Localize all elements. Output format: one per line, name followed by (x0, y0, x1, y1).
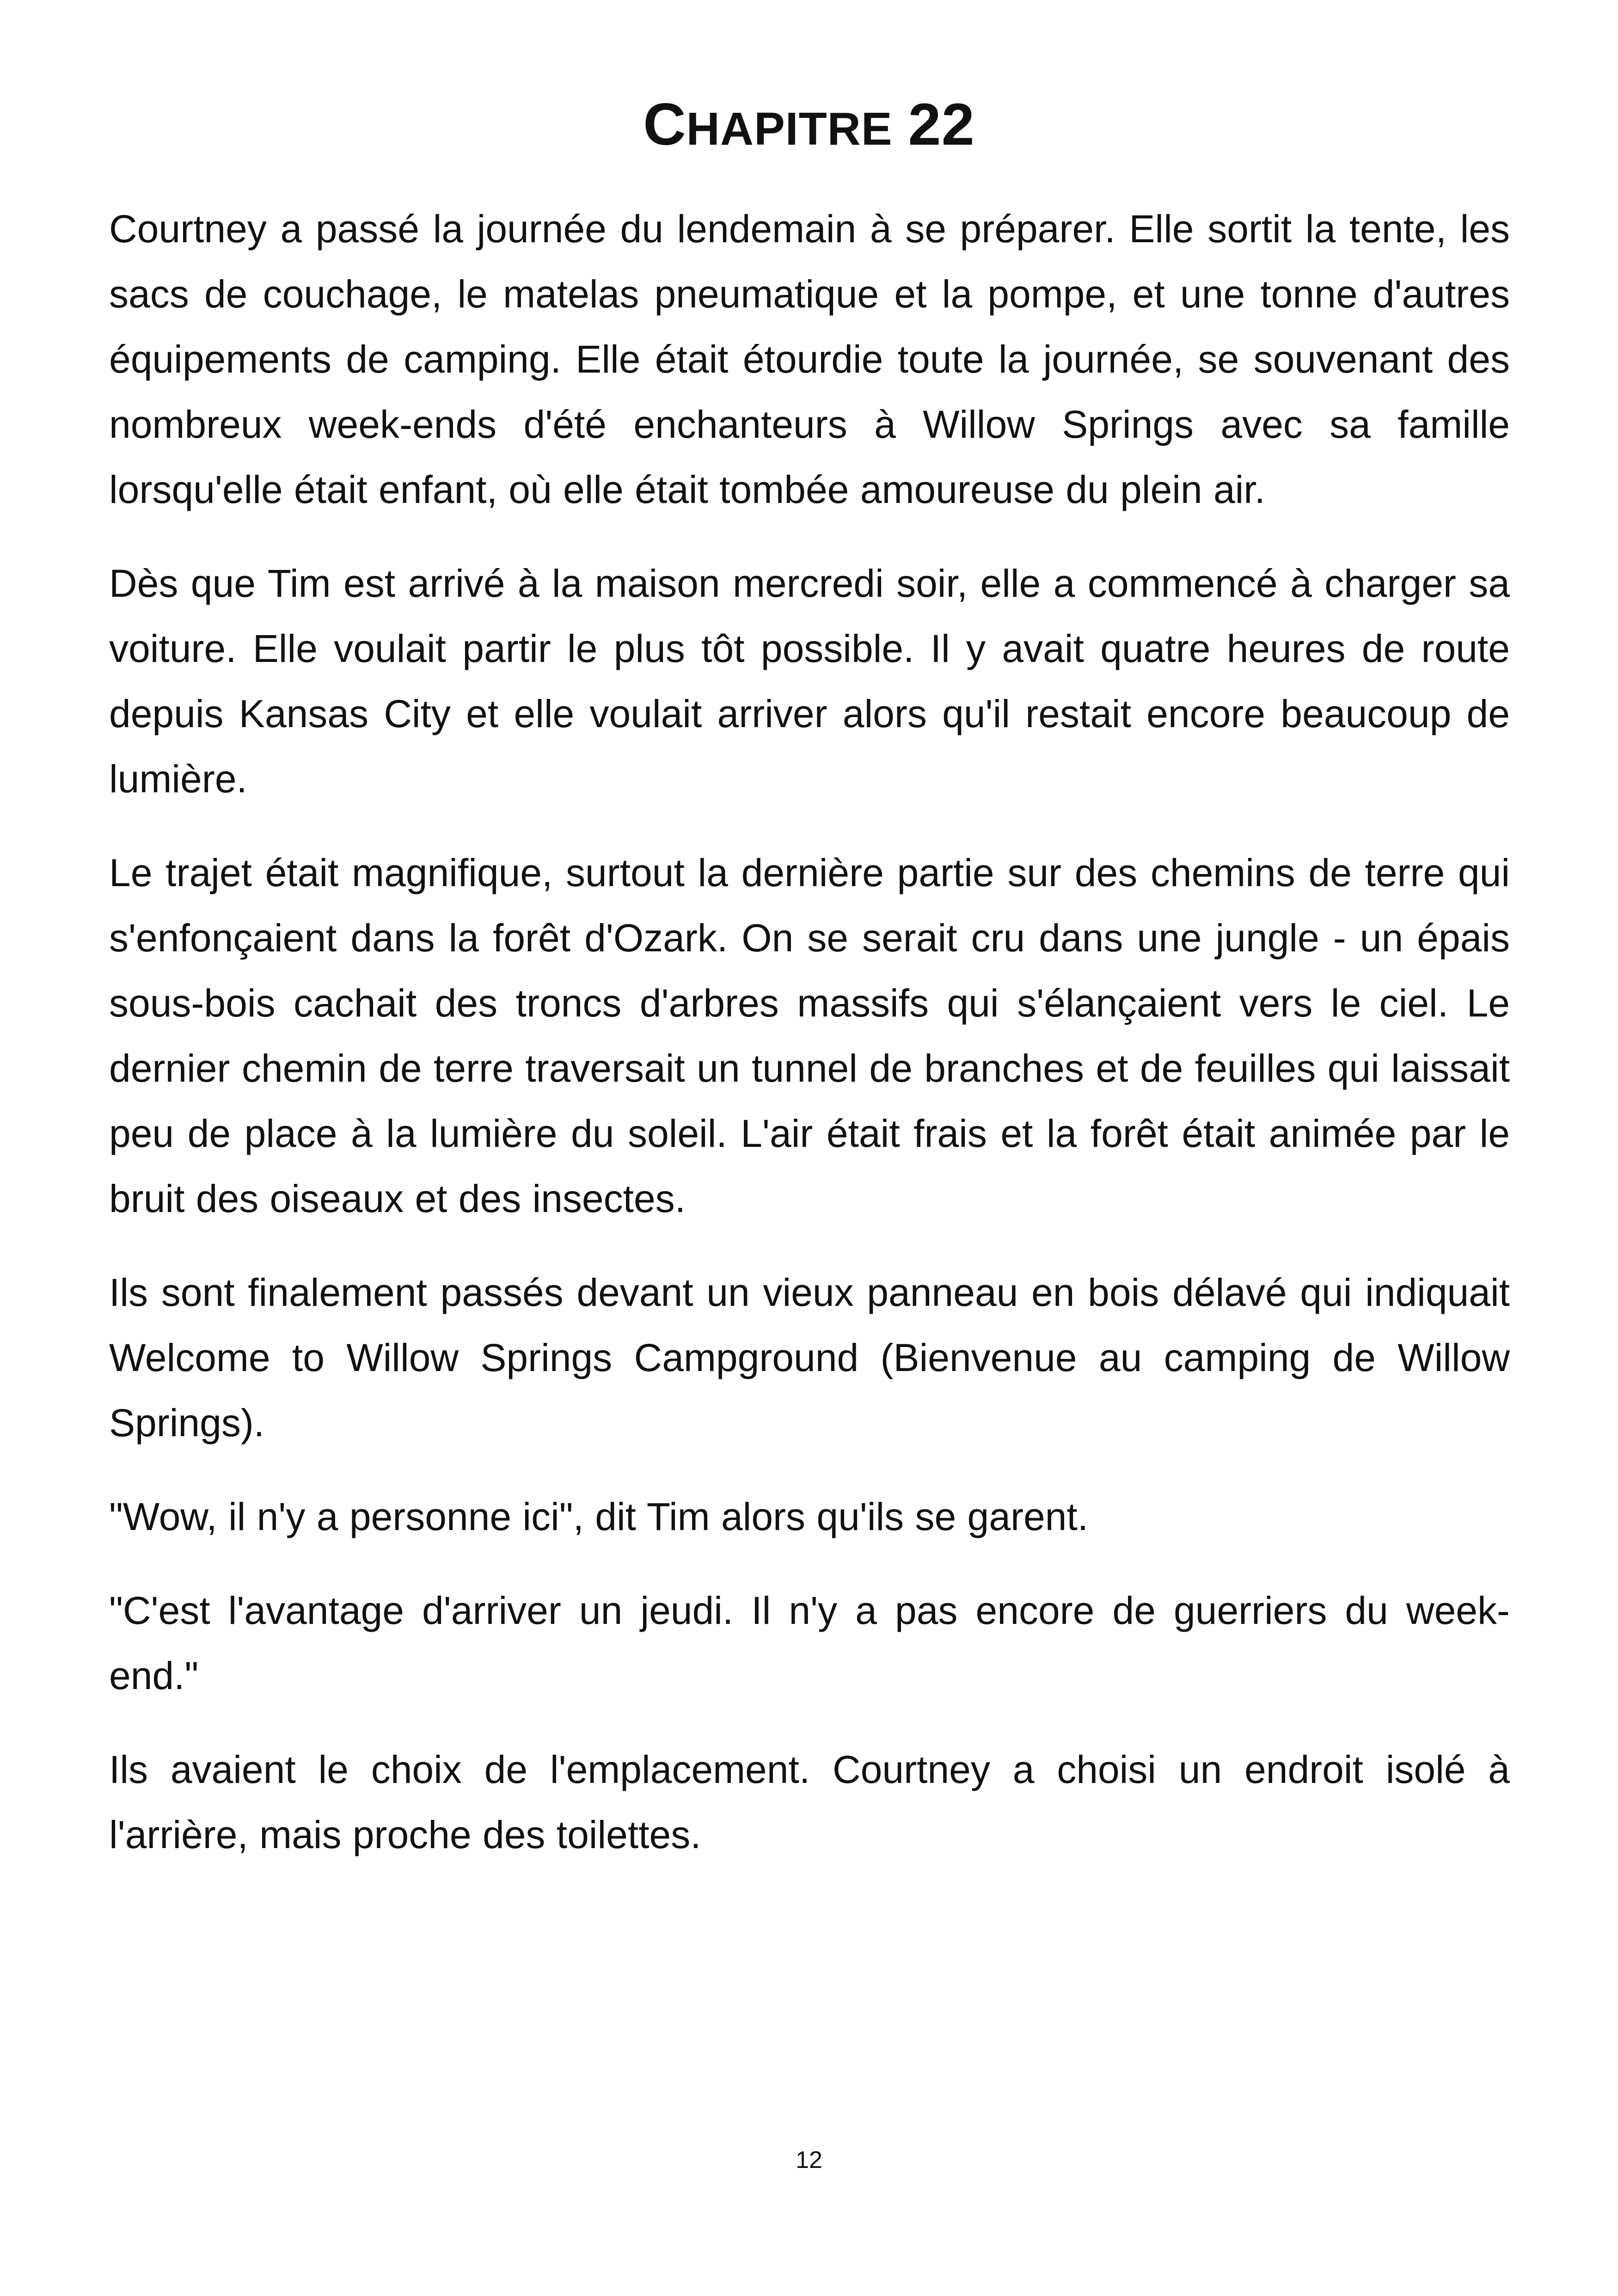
chapter-title (0, 88, 1618, 166)
page-number: 12 (796, 2147, 822, 2174)
chapter-title-initial: C (643, 92, 686, 158)
paragraph-7: Ils avaient le choix de l'emplacement. Courtney a choisi un endroit isolé à l'arrière, mais proche des toilettes. (109, 1748, 1510, 1856)
paragraph-5: "Wow, il n'y a personne ici", dit Tim alors qu'ils se garent. (109, 1495, 1089, 1538)
paragraph-4: Ils sont finalement passés devant un vieux panneau en bois délavé qui indiquait Welcome to Willow Springs Campground (Bienvenue au camping de Willow Springs). (109, 1271, 1510, 1445)
chapter-title-word: HAPITRE (686, 103, 893, 155)
paragraph-3: Le trajet était magnifique, surtout la dernière partie sur des chemins de terre qui s'enfonçaient dans la forêt d'Ozark. On se serait cru dans une jungle - un épais sous-bois cachait des troncs d'arbres massifs qui s'élançaient vers le ciel. Le dernier chemin de terre traversait un tunnel de branches et de feuilles qui laissait peu de place à la lumière du soleil. L'air était frais et la forêt était animée par le bruit des oiseaux et des insectes. (109, 851, 1510, 1220)
paragraph-1: Courtney a passé la journée du lendemain à se préparer. Elle sortit la tente, les sacs de couchage, le matelas pneumatique et la pompe, et une tonne d'autres équipements de camping. Elle était étourdie toute la journée, se souvenant des nombreux week-ends d'été enchanteurs à Willow Springs avec sa famille lorsqu'elle était enfant, où elle était tombée amoureuse du plein air. (109, 207, 1510, 511)
paragraph-6: "C'est l'avantage d'arriver un jeudi. Il n'y a pas encore de guerriers du week-end." (109, 1589, 1510, 1697)
chapter-body (109, 196, 1510, 1896)
chapter-number: 22 (908, 92, 975, 158)
paragraph-2: Dès que Tim est arrivé à la maison mercredi soir, elle a commencé à charger sa voiture. Elle voulait partir le plus tôt possible. Il y avait quatre heures de route depuis Kansas City et elle voulait arriver alors qu'il restait encore beaucoup de lumière. (109, 562, 1510, 801)
